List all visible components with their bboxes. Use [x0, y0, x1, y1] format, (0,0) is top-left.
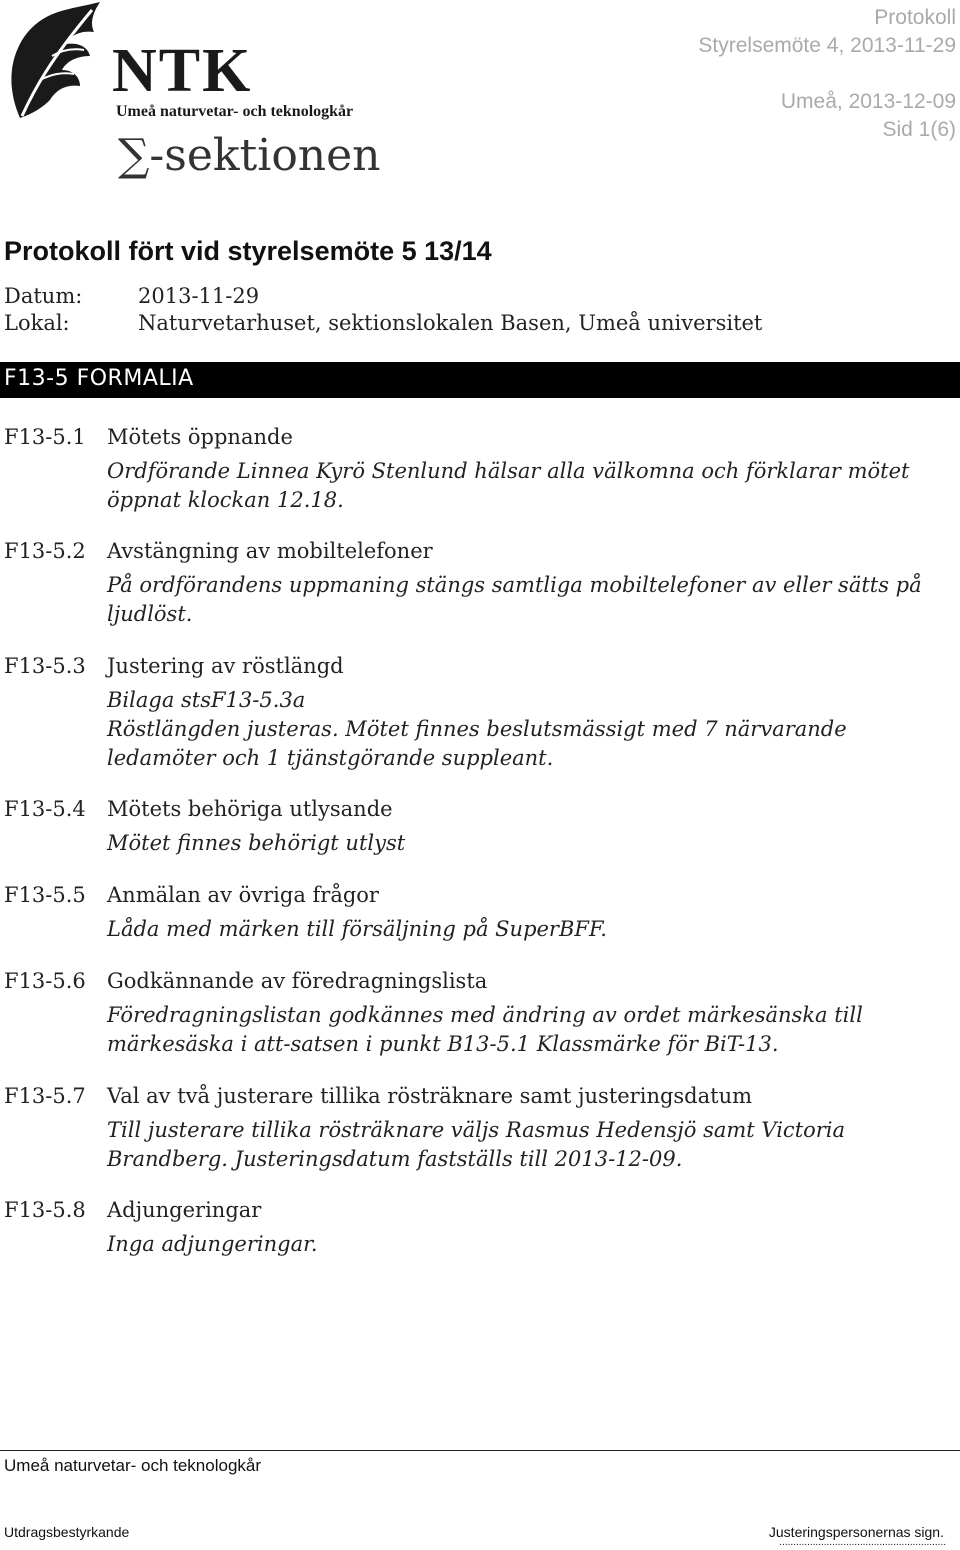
meeting-reference: Styrelsemöte 4, 2013-11-29 — [698, 34, 956, 57]
item-body-line: Brandberg. Justeringsdatum fastställs till 2013-12-09. — [107, 1147, 683, 1171]
datum-value: 2013-11-29 — [138, 284, 260, 308]
item-body-line: märkesäska i att-satsen i punkt B13-5.1 Klassmärke för BiT-13. — [107, 1032, 779, 1056]
place-date: Umeå, 2013-12-09 — [780, 90, 956, 113]
page-number: Sid 1(6) — [882, 118, 956, 141]
item-body-line: ljudlöst. — [107, 602, 193, 626]
item-body-line: ledamöter och 1 tjänstgörande suppleant. — [107, 746, 554, 770]
item-body-line: Ordförande Linnea Kyrö Stenlund hälsar alla välkomna och förklarar mötet — [107, 459, 910, 483]
item-heading: Mötets öppnande — [107, 425, 293, 449]
item-heading: Godkännande av föredragningslista — [107, 969, 488, 993]
logo-subtitle: Umeå naturvetar- och teknologkår — [116, 103, 354, 120]
footer-organization: Umeå naturvetar- och teknologkår — [4, 1456, 262, 1475]
item-heading: Anmälan av övriga frågor — [107, 883, 379, 907]
item-heading: Avstängning av mobiltelefoner — [107, 539, 433, 563]
meta-datum — [4, 284, 259, 308]
item-heading: Justering av röstlängd — [107, 654, 344, 678]
item-body-line: Till justerare tillika rösträknare väljs Rasmus Hedensjö samt Victoria — [107, 1118, 846, 1142]
logo-abbreviation: NTK — [112, 37, 253, 105]
section-header-label: F13-5 FORMALIA — [4, 366, 194, 391]
signature-line: ............................................................ — [779, 1537, 946, 1548]
page-title: Protokoll fört vid styrelsemöte 5 13/14 — [4, 236, 492, 266]
section-header-band — [0, 362, 960, 398]
item-body-line: öppnat klockan 12.18. — [107, 488, 344, 512]
item-body-line: På ordförandens uppmaning stängs samtliga mobiltelefoner av eller sätts på — [107, 573, 922, 597]
datum-label: Datum: — [4, 284, 83, 308]
footer-signature-label: Justeringspersonernas sign. — [768, 1524, 944, 1540]
item-body — [107, 915, 957, 944]
item-heading: Mötets behöriga utlysande — [107, 797, 393, 821]
item-number: F13-5.8 — [4, 1198, 86, 1222]
item-body-line: Låda med märken till försäljning på SuperBFF. — [107, 917, 607, 941]
item-body — [107, 1001, 957, 1059]
footer-divider — [0, 1450, 960, 1451]
item-body — [107, 1116, 957, 1174]
item-number: F13-5.5 — [4, 883, 86, 907]
item-body — [107, 686, 957, 773]
item-body-line: Bilaga stsF13-5.3a — [107, 688, 306, 712]
document-type: Protokoll — [874, 6, 956, 29]
lokal-value: Naturvetarhuset, sektionslokalen Basen, Umeå universitet — [138, 311, 763, 335]
lokal-label: Lokal: — [4, 311, 70, 335]
item-number: F13-5.7 — [4, 1084, 86, 1108]
meta-lokal — [4, 311, 762, 335]
section-name: ∑-sektionen — [118, 130, 381, 181]
leaf-icon — [0, 0, 115, 120]
item-body — [107, 457, 957, 515]
item-number: F13-5.3 — [4, 654, 86, 678]
item-body-line: Inga adjungeringar. — [107, 1232, 318, 1256]
item-body — [107, 571, 957, 629]
item-heading: Adjungeringar — [107, 1198, 262, 1222]
item-body-line: Röstlängden justeras. Mötet finnes beslutsmässigt med 7 närvarande — [107, 717, 847, 741]
item-number: F13-5.2 — [4, 539, 86, 563]
item-number: F13-5.6 — [4, 969, 86, 993]
footer-verification-label: Utdragsbestyrkande — [4, 1524, 130, 1540]
item-body — [107, 829, 957, 858]
item-body-line: Mötet finnes behörigt utlyst — [107, 831, 406, 855]
ntk-logo — [0, 0, 381, 195]
item-body-line: Föredragningslistan godkännes med ändring av ordet märkesänska till — [107, 1003, 863, 1027]
item-number: F13-5.1 — [4, 425, 86, 449]
item-heading: Val av två justerare tillika rösträknare samt justeringsdatum — [107, 1084, 753, 1108]
item-number: F13-5.4 — [4, 797, 86, 821]
item-body — [107, 1230, 957, 1259]
